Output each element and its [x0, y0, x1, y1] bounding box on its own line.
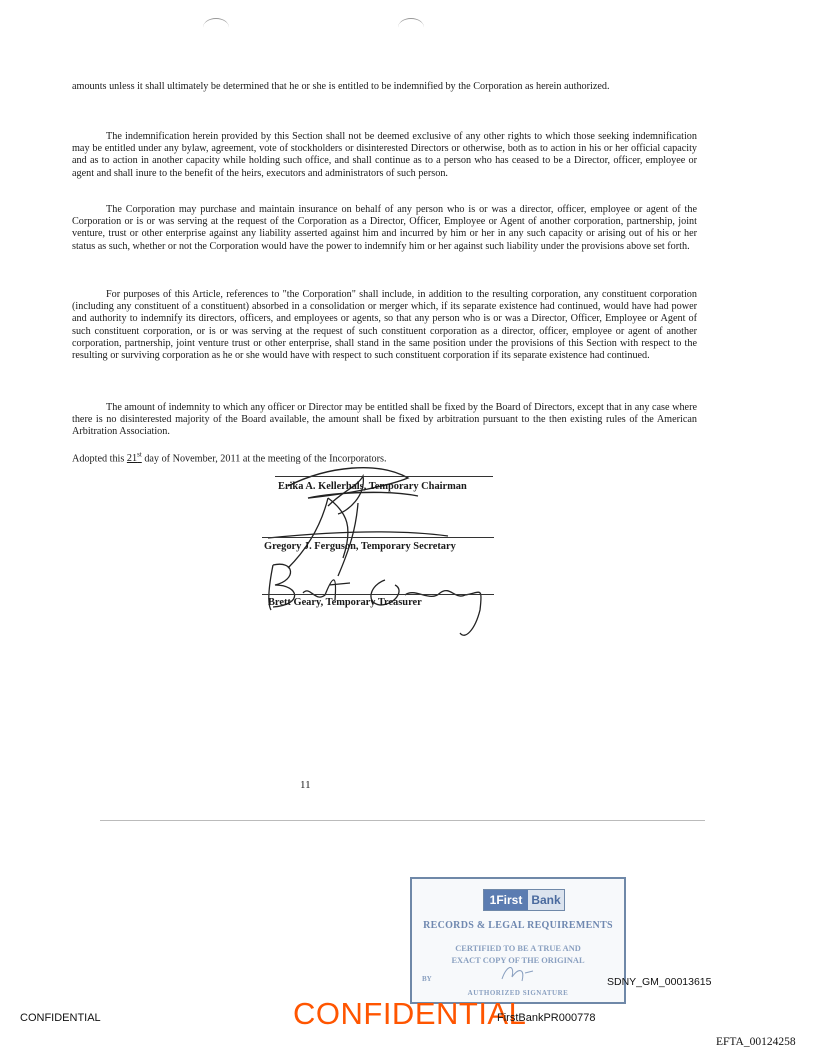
signature-line-treasurer — [262, 594, 494, 595]
stamp-cert-line-2: EXACT COPY OF THE ORIGINAL — [451, 956, 585, 965]
paragraph-exclusivity: The indemnification herein provided by this Section shall not be deemed exclusive of any other rights to which those seeking indemnification may be entitled under any bylaw, agreement, vote of stockholders or disinterested Directors or otherwise, both as to action in his or her official capacity and as to action in another capacity while holding such office, and shall continue as to a person who has ceased to be a Director, officer, employee or agent and shall inure to the benefit of the heirs, executors and administrators of such person. — [72, 131, 697, 179]
firstbank-bates-number: FirstBankPR000778 — [497, 1012, 596, 1024]
signature-line-secretary — [262, 537, 494, 538]
page-divider — [100, 820, 705, 821]
stamp-cert-line-1: CERTIFIED TO BE A TRUE AND — [455, 944, 581, 953]
stamp-by-label: BY — [422, 975, 432, 983]
signer-treasurer: Brett Geary, Temporary Treasurer — [268, 597, 422, 608]
firstbank-logo: 1First Bank — [483, 889, 565, 911]
punch-mark-left — [203, 18, 229, 37]
stamp-signature — [497, 959, 537, 987]
page-number: 11 — [300, 779, 311, 791]
adoption-day: 21st — [126, 451, 142, 465]
signer-chairman: Erika A. Kellerhals, Temporary Chairman — [278, 481, 467, 492]
paragraph-insurance: The Corporation may purchase and maintain insurance on behalf of any person who is or was a director, officer, employee or agent of the Corporation or is or was serving at the request of the Corporation as a Director, Officer, Employee or Agent of another corporation, partnership, joint venture, trust or other enterprise against any liability asserted against him and incurred by him or her in any such capacity or arising out of his or her status as such, whether or not the Corporation would have the power to indemnify him or her against such liability under the provisions above set forth. — [72, 204, 697, 252]
paragraph-indemnity-amount: The amount of indemnity to which any officer or Director may be entitled shall be fixed by the Board of Directors, except that in any case where there is no disinterested majority of the Board available, the amount shall be fixed by arbitration pursuant to the then existing rules of the American Arbitration Association. — [72, 402, 697, 438]
efta-number: EFTA_00124258 — [716, 1036, 796, 1048]
signer-secretary: Gregory J. Ferguson, Temporary Secretary — [264, 541, 456, 552]
stamp-title: RECORDS & LEGAL REQUIREMENTS — [423, 920, 613, 931]
signature-line-chairman — [275, 476, 493, 477]
paragraph-corporation-definition: For purposes of this Article, references to "the Corporation" shall include, in addition to the resulting corporation, any constituent corporation (including any constituent of a constituent) absorbed in a consolidation or merger which, if its separate existence had continued, would have had power and authority to indemnify its directors, officers, and employees or agents, so that any person who is or was a Director, Officer, Employee or Agent of such constituent corporation, or is or was serving at the request of such constituent corporation as a director, officer, employee or agent of another corporation, partnership, joint venture trust or other enterprise, shall stand in the same position under the provisions of this Section with respect to the resulting or surviving corporation as he or she would have with respect to such constituent corporation if its separate existence had continued. — [72, 289, 697, 362]
punch-mark-right — [398, 18, 424, 37]
certification-stamp — [410, 877, 626, 1004]
sdny-bates-number: SDNY_GM_00013615 — [607, 976, 712, 988]
adoption-statement: Adopted this 21st day of November, 2011 at the meeting of the Incorporators. — [72, 451, 387, 465]
stamp-authorized-signature: AUTHORIZED SIGNATURE — [467, 989, 569, 997]
confidential-watermark: CONFIDENTIAL — [293, 996, 527, 1031]
confidential-label: CONFIDENTIAL — [20, 1012, 101, 1024]
paragraph-continuation: amounts unless it shall ultimately be determined that he or she is entitled to be indemnified by the Corporation as herein authorized. — [72, 81, 610, 92]
